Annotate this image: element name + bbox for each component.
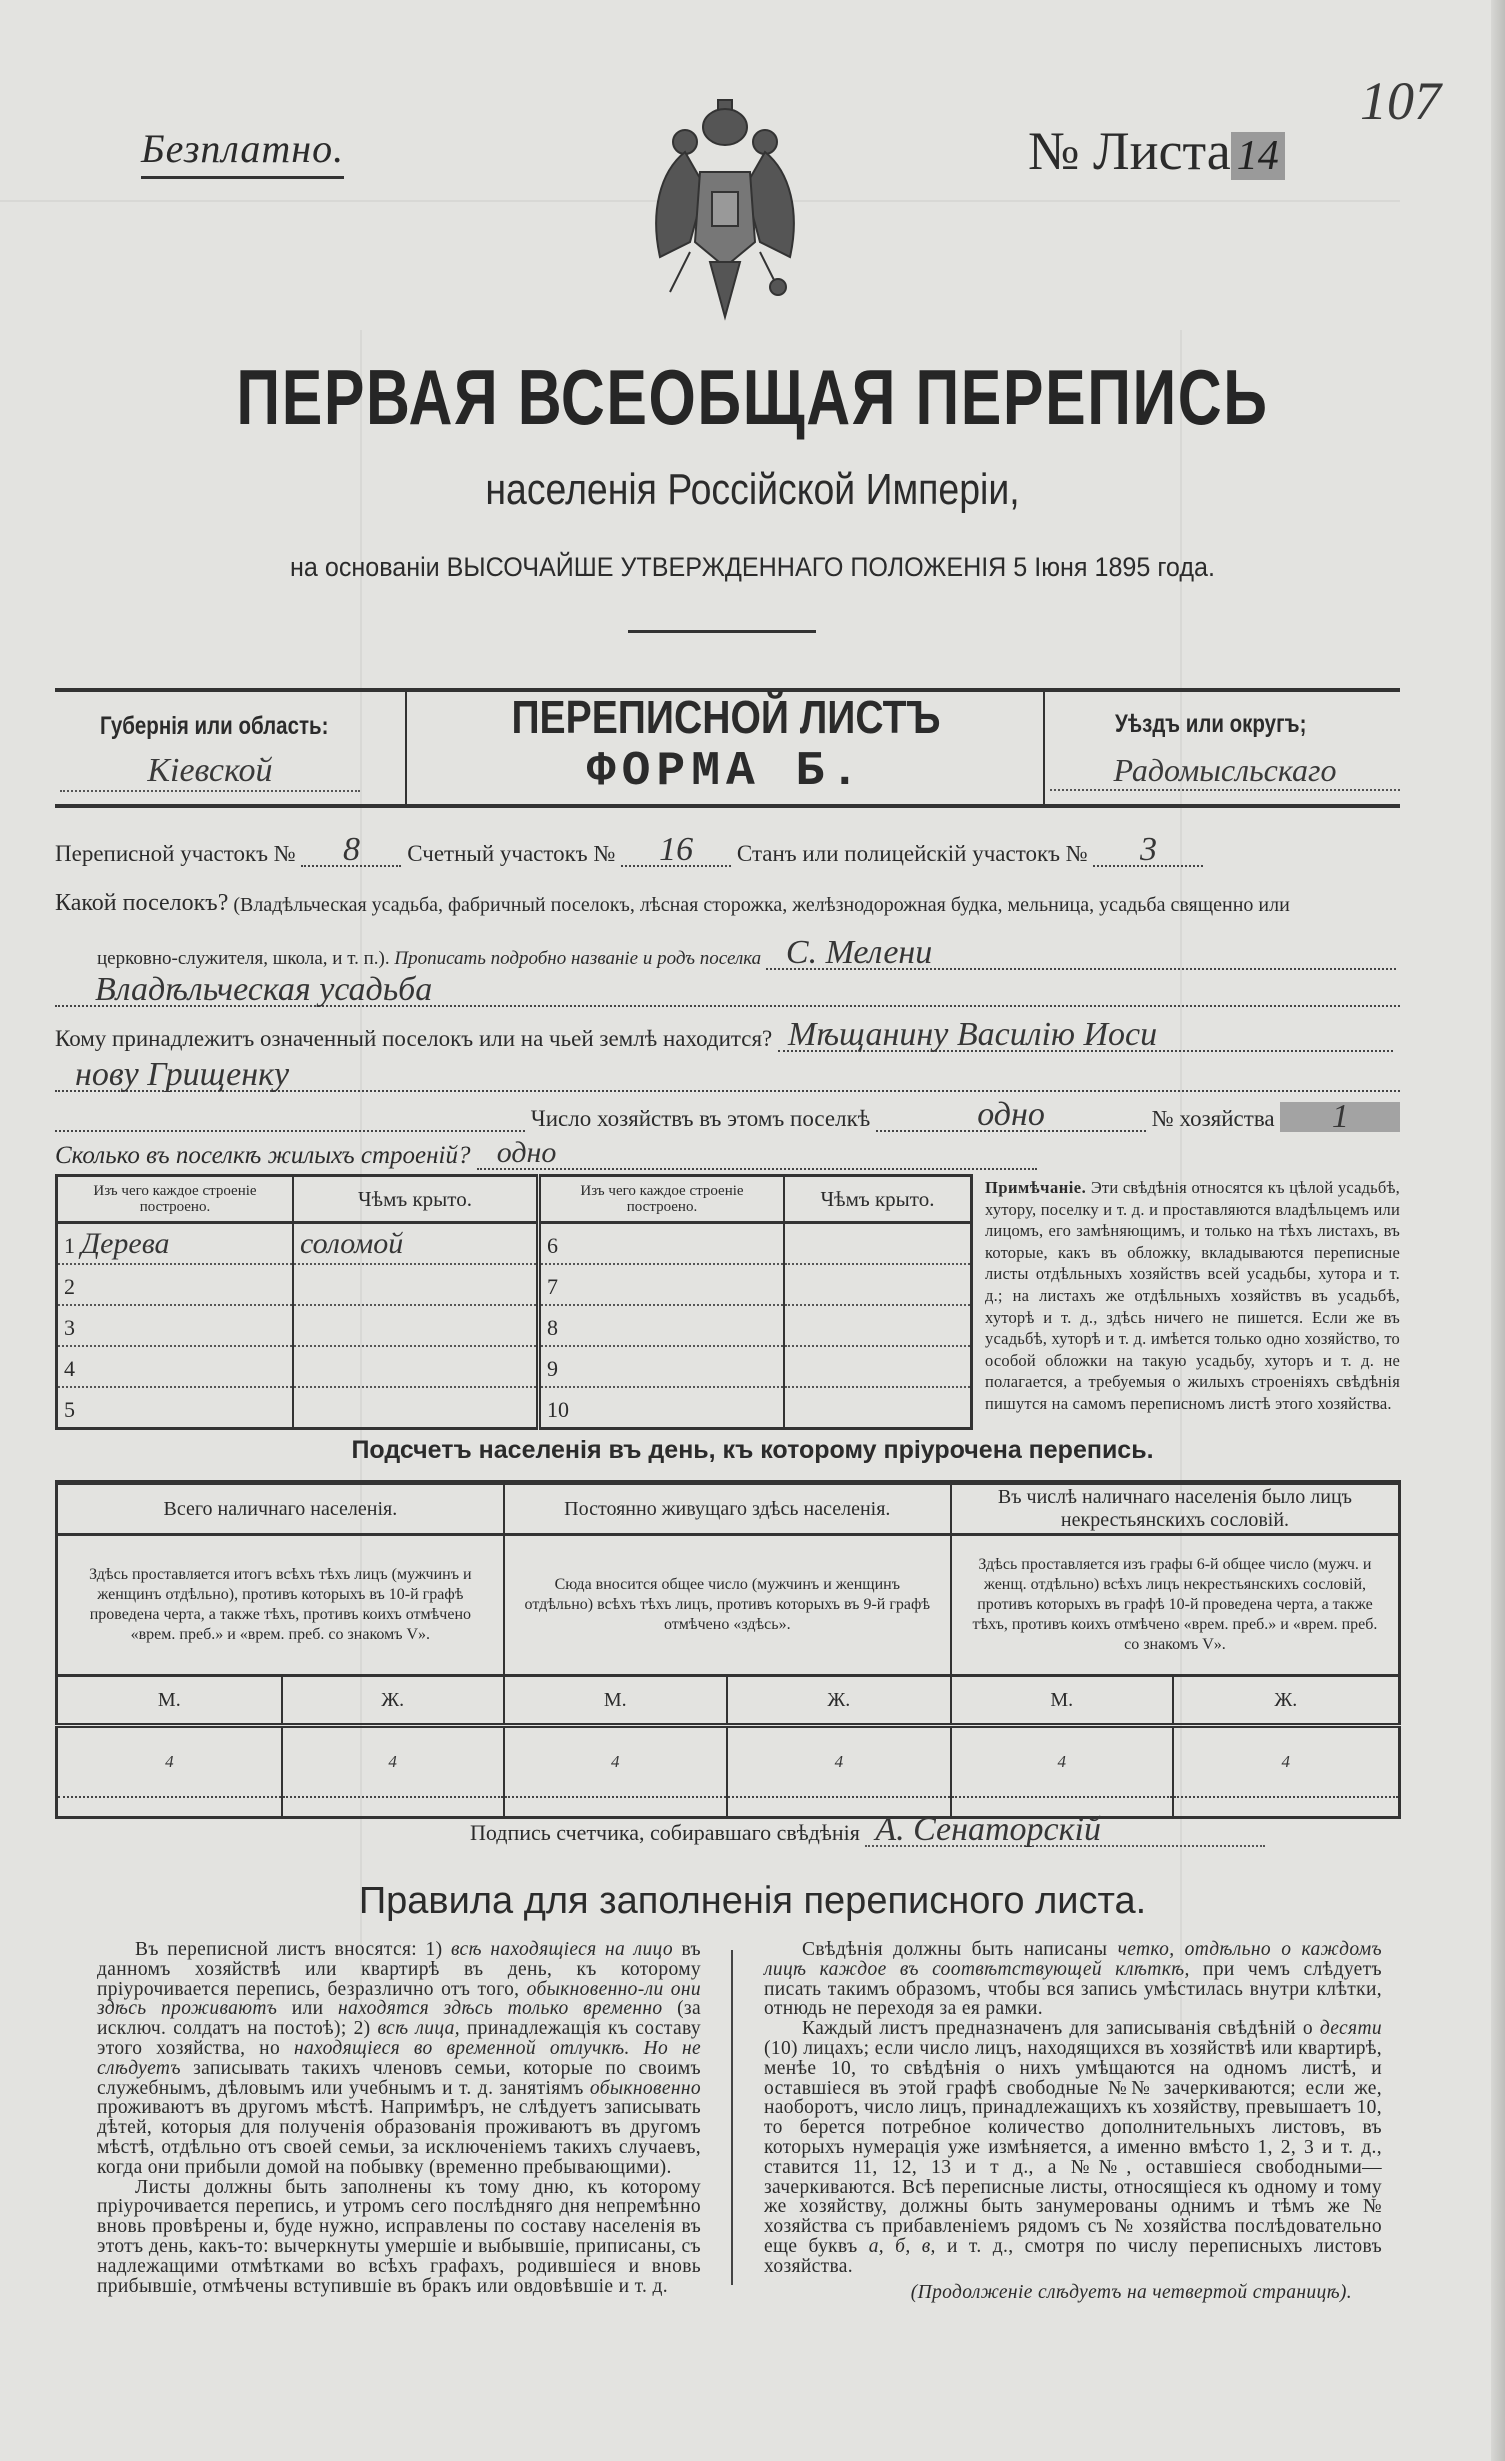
owner-label: Кому принадлежитъ означенный поселокъ или на чьей землѣ находится? (55, 1026, 773, 1051)
male-count-field[interactable]: 4 (504, 1726, 727, 1798)
rules-text: или (277, 1998, 339, 2020)
row-number: 3 (64, 1314, 75, 1340)
archive-number: 107 (1360, 71, 1441, 131)
rules-paragraph (97, 1940, 701, 2178)
form-title: ПЕРЕПИСНОЙ ЛИСТЪ (511, 691, 941, 743)
column-header-material: Изъ чего каждое строеніе построено. (539, 1176, 785, 1223)
male-label: М. (504, 1676, 727, 1726)
rules-text: въ данномъ хозяйствѣ или квартирѣ въ день, къ которому пріурочивается перепись, безразлично отъ того, (97, 1939, 701, 2000)
owner-row-2 (55, 1056, 1400, 1094)
rules-text: (10) лицахъ; если число лицъ, находящихся въ хозяйствѣ или квартирѣ, менѣе 10, то свѣдѣнія о нихъ умѣщаются на одномъ листѣ, и оставшіеся въ этой графѣ свободные №№ зачеркиваются; если же, наоборотъ, число лицъ, принадлежащихъ къ хозяйству, превышаетъ 10, то берется потребное количество дополнительныхъ листовъ, въ которыхъ нумерація уже измѣняется, а именно вмѣсто 1, 2, 3 и т. д., ставится 11, 12, 13 и т д., а №№, оставшіеся свободными—зачеркиваются. Всѣ переписные листы, относящіеся къ одному и тому же хозяйству, должны быть занумерованы однимъ и тѣмъ же № хозяйства съ прибавленіемъ рядомъ съ № хозяйства послѣдовательно еще буквъ (764, 2037, 1382, 2257)
table-row (57, 1264, 972, 1305)
rules-text: принадлежащія къ составу этого хозяйства, но (97, 2018, 701, 2059)
emphasized-text: обыкновенно-ли они здѣсь проживаютъ (97, 1978, 701, 2020)
settlement-row-2 (97, 934, 1400, 972)
population-headings-row (57, 1483, 1400, 1535)
column-header-material: Изъ чего каждое строеніе построено. (57, 1176, 294, 1223)
settlement-hint-2: церковно-служителя, школа, и т. п.). (97, 948, 390, 969)
table-row (57, 1387, 972, 1429)
material-cell[interactable] (57, 1346, 294, 1387)
material-cell[interactable] (57, 1305, 294, 1346)
rules-text: при чемъ слѣдуетъ писать такимъ образомъ, чтобы вся запись умѣстилась внутри клѣтки, отнюдь не переходя за ея рамки. (764, 1958, 1382, 2020)
page-title: ПЕРВАЯ ВСЕОБЩАЯ ПЕРЕПИСЬ (236, 353, 1269, 441)
table-header-row (57, 1176, 972, 1223)
district-label: Уѣздъ или округъ; (1115, 710, 1307, 738)
households-label: Число хозяйствъ въ этомъ поселкѣ (530, 1106, 871, 1131)
owner-field-continued[interactable]: нову Грищенку (55, 1060, 1400, 1092)
settlement-label: Какой поселокъ? (55, 890, 229, 916)
settlement-row-3 (55, 971, 1400, 1009)
emphasized-text: всѣ лица, (377, 2018, 461, 2040)
signature-label: Подпись счетчика, собиравшаго свѣдѣнія (470, 1820, 860, 1845)
settlement-field[interactable]: С. Мелени (766, 938, 1396, 970)
free-of-charge-label: Безплатно. (141, 125, 344, 179)
roof-cell[interactable] (784, 1223, 972, 1265)
row-number: 1 (64, 1232, 75, 1258)
blank-line (55, 1110, 525, 1132)
table-row (57, 1223, 972, 1265)
row-number: 4 (64, 1355, 75, 1381)
note-text: Эти свѣдѣнія относятся къ цѣлой усадьбѣ, хутору, поселку и т. д. и проставляются владѣльцемъ или лицомъ, его замѣняющимъ, и только на тѣхъ листахъ, въ которые, какъ въ обложку, вкладываются переписные листы отдѣльныхъ хозяйствъ всей усадьбы, хутора и т. д.; на листахъ же отдѣльныхъ хозяйствъ въ усадьбѣ, хуторѣ и т. д., здѣсь ничего не пишется. Если же въ усадьбѣ, хуторѣ и т. д. имѣется только одно хозяйство, то особой обложки на такую усадьбу, хуторъ и т. д. не полагается, а требуемыя о жилыхъ строеніяхъ свѣдѣнія пишутся на самомъ переписномъ листѣ этого хозяйства. (985, 1178, 1400, 1413)
column-header-roof: Чѣмъ крыто. (293, 1176, 539, 1223)
male-count-field[interactable]: 4 (57, 1726, 282, 1798)
buildings-row (55, 1138, 1400, 1172)
group-heading: Въ числѣ наличнаго населенія было лицъ некрестьянскихъ сословій. (951, 1483, 1400, 1535)
female-count-field[interactable]: 4 (282, 1726, 504, 1798)
roof-cell[interactable] (784, 1264, 972, 1305)
police-district-label: Станъ или полицейскій участокъ № (736, 841, 1088, 866)
settlement-row (55, 890, 1400, 924)
row-number: 7 (547, 1273, 558, 1299)
buildings-label: Сколько въ поселкѣ жилыхъ строеній? (55, 1142, 471, 1169)
emphasized-text: десяти (1319, 2018, 1382, 2040)
owner-field[interactable]: Мѣщанину Василію Иоси (778, 1020, 1393, 1052)
rules-paragraph (764, 1940, 1382, 2019)
rules-text: проживаютъ въ другомъ мѣстѣ. Напримѣръ, не слѣдуетъ записывать дѣтей, которыя для полученія образованія проживаютъ въ другомъ мѣстѣ, отдѣльно отъ своей семьи, за исключеніемъ такихъ случаевъ, когда они прибыли домой на побывку (временно пребывающими). (97, 2097, 701, 2178)
row-number: 6 (547, 1232, 558, 1258)
emphasized-text: находящіеся во временной отлучкѣ. Но не слѣдуетъ (97, 2037, 701, 2079)
rules-paragraph (764, 2019, 1382, 2276)
male-count-field[interactable]: 4 (951, 1726, 1173, 1798)
rules-text: Свѣдѣнія должны быть написаны (802, 1939, 1118, 1960)
column-divider (731, 1950, 733, 2285)
rules-paragraph (97, 2178, 701, 2297)
emphasized-text: находятся здѣсь только временно (338, 1998, 663, 2020)
census-district-field[interactable]: 8 (301, 835, 401, 867)
population-table (55, 1480, 1401, 1819)
rules-text: (за исключ. солдатъ на постоѣ); 2) (97, 1998, 701, 2040)
note-title: Примѣчаніе. (985, 1178, 1087, 1197)
sheet-number-label: № Листа (1028, 121, 1231, 181)
owner-row (55, 1016, 1400, 1054)
population-sex-row (57, 1676, 1400, 1726)
paper-edge (1491, 0, 1505, 2461)
table-row (57, 1346, 972, 1387)
column-header-roof: Чѣмъ крыто. (784, 1176, 972, 1223)
group-description: Здѣсь проставляется итогъ всѣхъ тѣхъ лицъ (мужчинъ и женщинъ отдѣльно), противъ которыхъ въ 10-й графѣ проведена черта, а также тѣхъ, противъ коихъ отмѣчено «врем. преб.» и «врем. преб. со знакомъ V». (57, 1535, 504, 1676)
rules-text: Въ переписной листъ вносятся: 1) (135, 1939, 451, 1960)
emphasized-text: обыкновенно (589, 2077, 701, 2099)
row-number: 8 (547, 1314, 558, 1340)
households-field[interactable]: одно (876, 1100, 1146, 1132)
signature-field[interactable]: А. Сенаторскій (865, 1815, 1265, 1847)
row-number: 9 (547, 1355, 558, 1381)
province-label: Губернія или область: (100, 712, 329, 740)
census-district-label: Переписной участокъ № (55, 841, 296, 866)
rules-text: записывать такихъ членовъ семьи, которые по своимъ служебнымъ, дѣловымъ или учебнымъ и т. д. занятіямъ (97, 2057, 701, 2099)
households-row (55, 1096, 1400, 1135)
female-label: Ж. (282, 1676, 504, 1726)
row-number: 5 (64, 1396, 75, 1422)
rules-text: и т. д., смотря по числу переписныхъ листовъ хозяйства. (764, 2235, 1382, 2277)
rules-title: Правила для заполненія переписного листа. (358, 1880, 1147, 1922)
material-cell[interactable] (539, 1264, 785, 1305)
imperial-eagle-emblem-icon (630, 92, 820, 327)
roof-cell[interactable] (293, 1264, 539, 1305)
emphasized-text: четко, отдѣльно о каждомъ лицѣ каждое въ соотвѣтствующей клѣткѣ, (764, 1939, 1382, 1980)
female-label: Ж. (727, 1676, 951, 1726)
material-cell[interactable] (57, 1264, 294, 1305)
material-cell[interactable] (57, 1223, 294, 1265)
female-label: Ж. (1173, 1676, 1400, 1726)
note (985, 1177, 1400, 1415)
roof-cell[interactable]: соломой (293, 1223, 539, 1265)
population-title: Подсчетъ населенія въ день, къ которому пріурочена перепись. (351, 1436, 1154, 1464)
roof-cell[interactable] (293, 1387, 539, 1429)
signature-row (470, 1811, 1265, 1848)
row-number: 10 (547, 1396, 569, 1422)
sheet-number-value: 14 (1231, 132, 1285, 180)
material-cell[interactable] (539, 1223, 785, 1265)
police-district-field[interactable]: 3 (1093, 835, 1203, 867)
roof-cell[interactable] (784, 1305, 972, 1346)
rules-right-column (764, 1940, 1382, 2302)
material-cell[interactable] (539, 1346, 785, 1387)
page-subtitle: населенія Россійской Имперіи, (485, 465, 1020, 514)
rules-text: Каждый листъ предназначенъ для записыванія свѣдѣній о (802, 2018, 1320, 2040)
male-label: М. (57, 1676, 282, 1726)
rules-text: Листы должны быть заполнены къ тому дню, къ которому пріурочивается перепись, и утромъ сего послѣдняго дня непремѣнно вновь провѣрены и, буде нужно, исправлены по составу населенія въ этотъ день, какъ-то: вычеркнуты умершіе и выбывшіе, приписаны, съ надлежащими отмѣтками во всѣхъ графахъ, родившіеся и вновь прибывшіе, отмѣчены вступившіе въ бракъ или овдовѣвшіе и т. д. (97, 2176, 701, 2297)
emphasized-text: а, б, в, (868, 2235, 936, 2257)
female-count-field[interactable]: 4 (1173, 1726, 1400, 1798)
district-field[interactable]: Радомысльскаго (1050, 752, 1400, 791)
material-cell[interactable] (57, 1387, 294, 1429)
row-number: 2 (64, 1273, 75, 1299)
empty-cell (57, 1797, 282, 1818)
settlement-hint: (Владѣльческая усадьба, фабричный поселокъ, лѣсная сторожка, желѣзнодорожная будка, мельница, усадьба священно или (233, 894, 1290, 916)
material-cell[interactable] (539, 1387, 785, 1429)
roof-cell[interactable] (293, 1346, 539, 1387)
province-field[interactable]: Кіевской (60, 752, 360, 792)
group-heading: Всего наличнаго населенія. (57, 1483, 504, 1535)
legal-basis: на основаніи ВЫСОЧАЙШЕ УТВЕРЖДЕННАГО ПОЛОЖЕНІЯ 5 Іюня 1895 года. (290, 552, 1215, 582)
count-district-field[interactable]: 16 (621, 835, 731, 867)
buildings-field[interactable]: одно (477, 1138, 1037, 1170)
settlement-instruction: Прописать подробно названіе и родъ поселка (394, 948, 762, 969)
female-count-field[interactable]: 4 (727, 1726, 951, 1798)
buildings-table (55, 1174, 973, 1430)
table-row (57, 1305, 972, 1346)
male-label: М. (951, 1676, 1173, 1726)
continuation-note: (Продолженіе слѣдуетъ на четвертой страницѣ). (910, 2281, 1352, 2303)
form-header-bottom-rule (55, 804, 1400, 808)
household-number-field[interactable]: 1 (1280, 1102, 1400, 1132)
roof-cell[interactable] (784, 1387, 972, 1429)
emphasized-text: всѣ находящіеся на лицо (450, 1939, 673, 1960)
group-description: Здѣсь проставляется изъ графы 6-й общее число (мужч. и женщ. отдѣльно) всѣхъ лицъ некрестьянскихъ сословій, противъ которыхъ въ графѣ 10-й проведена черта, а также тѣхъ, противъ коихъ отмѣчено «врем. преб.» и «врем. преб. со знакомъ V». (951, 1535, 1400, 1676)
settlement-field-continued[interactable]: Владѣльческая усадьба (55, 975, 1400, 1007)
district-numbers-row (55, 831, 1400, 869)
rules-left-column (97, 1940, 701, 2296)
divider (628, 630, 816, 633)
sheet-number (1028, 120, 1285, 182)
material-value: Дерева (81, 1226, 170, 1260)
population-descriptions-row (57, 1535, 1400, 1676)
household-number-label: № хозяйства (1151, 1106, 1275, 1131)
group-description: Сюда вносится общее число (мужчинъ и женщинъ отдѣльно) всѣхъ тѣхъ лицъ, противъ которыхъ въ 9-й графѣ отмѣчено «здѣсь». (504, 1535, 951, 1676)
count-district-label: Счетный участокъ № (407, 841, 616, 866)
material-cell[interactable] (539, 1305, 785, 1346)
roof-cell[interactable] (784, 1346, 972, 1387)
form-name: ФОРМА Б. (586, 745, 866, 799)
group-heading: Постоянно живущаго здѣсь населенія. (504, 1483, 951, 1535)
roof-cell[interactable] (293, 1305, 539, 1346)
population-values-row (57, 1726, 1400, 1798)
